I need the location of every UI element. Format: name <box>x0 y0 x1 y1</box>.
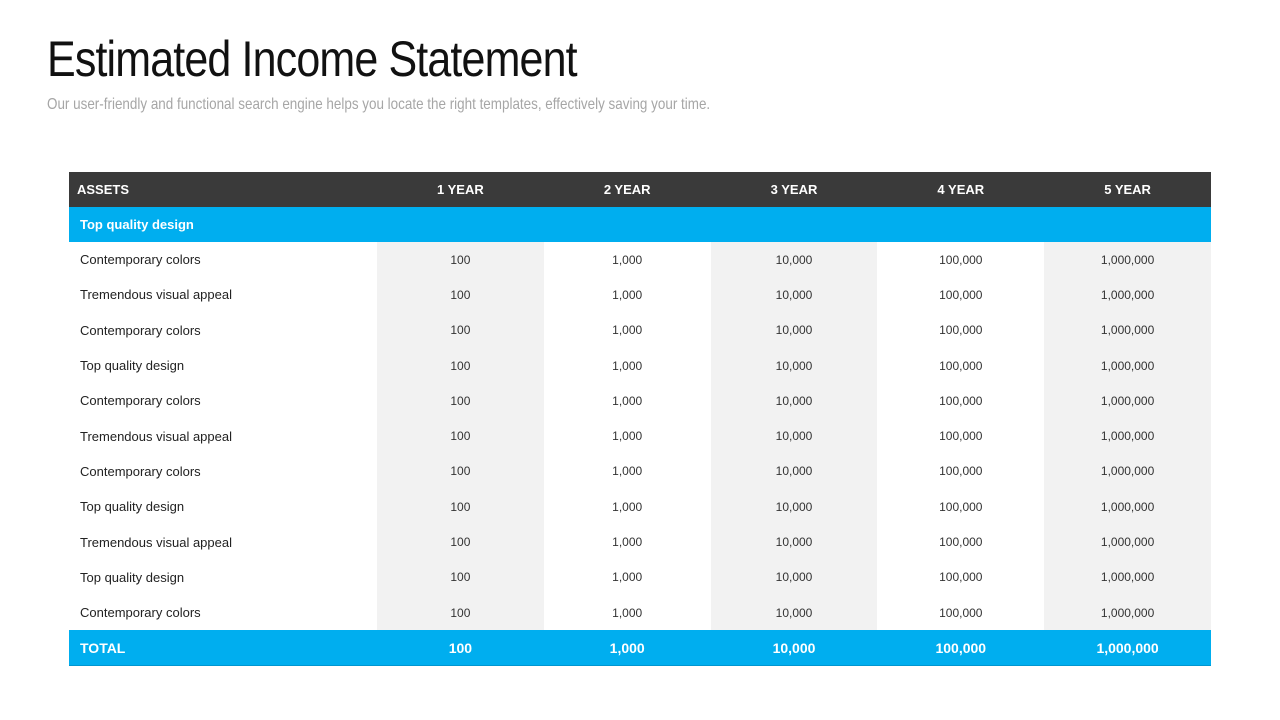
table-row <box>69 489 1211 524</box>
cell-year-2: 1,000 <box>612 605 643 620</box>
cell-year-5: 1,000,000 <box>1044 524 1211 559</box>
cell-year-3: 10,000 <box>711 277 878 312</box>
cell-year-1: 100 <box>377 524 544 559</box>
cell-year-5: 1,000,000 <box>1044 277 1211 312</box>
cell-year-2: 1,000 <box>612 535 643 550</box>
cell-year-2: 1,000 <box>612 323 643 338</box>
cell-year-1: 100 <box>377 313 544 348</box>
cell-year-3: 10,000 <box>711 383 878 418</box>
cell-year-5: 1,000,000 <box>1044 242 1211 277</box>
cell-year-3: 10,000 <box>711 313 878 348</box>
cell-year-4: 100,000 <box>939 605 983 620</box>
table-header-row <box>69 172 1211 207</box>
cell-year-3: 10,000 <box>711 560 878 595</box>
cell-year-4: 100,000 <box>939 570 983 585</box>
table-row <box>69 313 1211 348</box>
cell-year-4: 100,000 <box>939 252 983 267</box>
cell-year-1: 100 <box>377 595 544 630</box>
cell-year-4: 100,000 <box>939 323 983 338</box>
cell-year-4: 100,000 <box>939 287 983 302</box>
row-label: Contemporary colors <box>80 252 201 268</box>
table-row <box>69 277 1211 312</box>
cell-year-2: 1,000 <box>612 393 643 408</box>
cell-year-1: 100 <box>377 348 544 383</box>
column-header-year-4: 4 YEAR <box>877 172 1044 207</box>
table-row <box>69 383 1211 418</box>
row-label: Contemporary colors <box>80 393 201 409</box>
row-label: Tremendous visual appeal <box>80 428 232 444</box>
cell-year-1: 100 <box>377 418 544 453</box>
page-subtitle: Our user-friendly and functional search engine helps you locate the right templates, effectively saving your time. <box>47 96 711 113</box>
section-label: Top quality design <box>69 207 1211 242</box>
table-row <box>69 454 1211 489</box>
cell-year-4: 100,000 <box>939 429 983 444</box>
table-row <box>69 524 1211 559</box>
table-row <box>69 242 1211 277</box>
column-header-assets: ASSETS <box>69 172 377 207</box>
cell-year-4: 100,000 <box>939 393 983 408</box>
table-row <box>69 560 1211 595</box>
cell-year-5: 1,000,000 <box>1044 454 1211 489</box>
column-header-year-1: 1 YEAR <box>377 172 544 207</box>
cell-year-1: 100 <box>377 454 544 489</box>
cell-year-1: 100 <box>377 560 544 595</box>
row-label: Top quality design <box>80 358 185 374</box>
total-label: TOTAL <box>69 630 377 666</box>
total-year-2: 1,000 <box>544 630 711 666</box>
cell-year-2: 1,000 <box>612 429 643 444</box>
cell-year-3: 10,000 <box>711 489 878 524</box>
cell-year-2: 1,000 <box>612 252 643 267</box>
cell-year-5: 1,000,000 <box>1044 383 1211 418</box>
cell-year-5: 1,000,000 <box>1044 313 1211 348</box>
cell-year-2: 1,000 <box>612 499 643 514</box>
cell-year-4: 100,000 <box>939 358 983 373</box>
cell-year-5: 1,000,000 <box>1044 489 1211 524</box>
column-header-year-3: 3 YEAR <box>711 172 878 207</box>
cell-year-4: 100,000 <box>939 464 983 479</box>
row-label: Contemporary colors <box>80 322 201 338</box>
row-label: Top quality design <box>80 499 185 515</box>
cell-year-3: 10,000 <box>711 242 878 277</box>
cell-year-3: 10,000 <box>711 454 878 489</box>
cell-year-2: 1,000 <box>612 358 643 373</box>
income-statement-table <box>69 172 1211 666</box>
total-year-4: 100,000 <box>877 630 1044 666</box>
cell-year-3: 10,000 <box>711 524 878 559</box>
row-label: Contemporary colors <box>80 463 201 479</box>
cell-year-1: 100 <box>377 242 544 277</box>
table-row <box>69 595 1211 630</box>
cell-year-2: 1,000 <box>612 570 643 585</box>
table-row <box>69 418 1211 453</box>
row-label: Tremendous visual appeal <box>80 287 232 303</box>
cell-year-5: 1,000,000 <box>1044 348 1211 383</box>
cell-year-1: 100 <box>377 489 544 524</box>
section-row <box>69 207 1211 242</box>
cell-year-5: 1,000,000 <box>1044 595 1211 630</box>
cell-year-2: 1,000 <box>612 464 643 479</box>
cell-year-5: 1,000,000 <box>1044 560 1211 595</box>
cell-year-2: 1,000 <box>612 287 643 302</box>
total-year-3: 10,000 <box>711 630 878 666</box>
total-year-5: 1,000,000 <box>1044 630 1211 666</box>
cell-year-4: 100,000 <box>939 535 983 550</box>
column-header-year-5: 5 YEAR <box>1044 172 1211 207</box>
cell-year-4: 100,000 <box>939 499 983 514</box>
cell-year-3: 10,000 <box>711 348 878 383</box>
row-label: Contemporary colors <box>80 605 201 621</box>
table-body <box>69 207 1211 666</box>
page-title: Estimated Income Statement <box>47 31 577 87</box>
cell-year-1: 100 <box>377 277 544 312</box>
column-header-year-2: 2 YEAR <box>544 172 711 207</box>
cell-year-5: 1,000,000 <box>1044 418 1211 453</box>
row-label: Tremendous visual appeal <box>80 534 232 550</box>
row-label: Top quality design <box>80 569 185 585</box>
cell-year-3: 10,000 <box>711 418 878 453</box>
cell-year-1: 100 <box>377 383 544 418</box>
total-row <box>69 630 1211 666</box>
cell-year-3: 10,000 <box>711 595 878 630</box>
table-row <box>69 348 1211 383</box>
total-year-1: 100 <box>377 630 544 666</box>
